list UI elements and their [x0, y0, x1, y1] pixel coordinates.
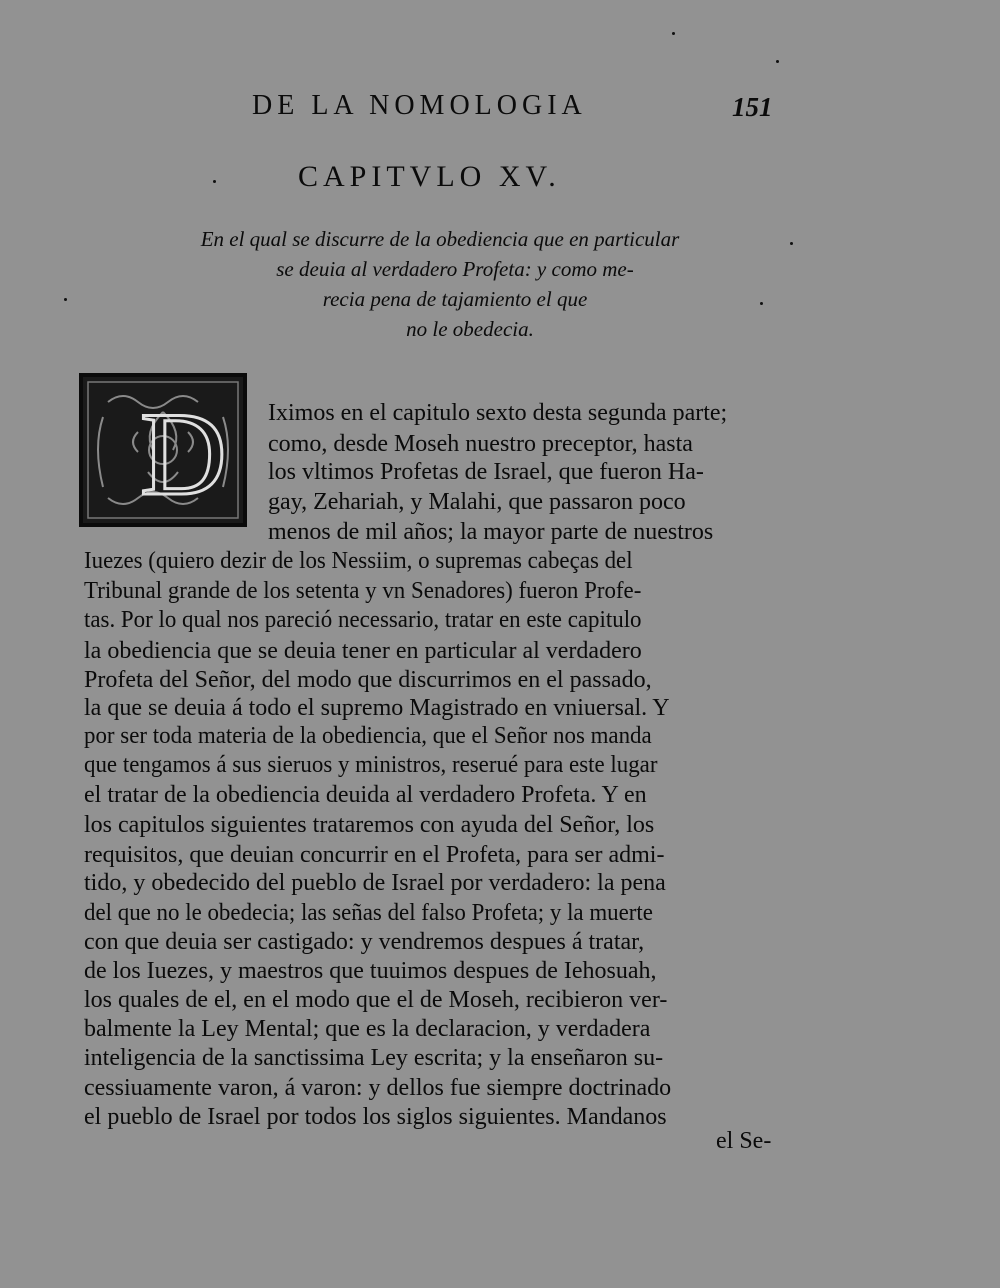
running-head: DE LA NOMOLOGIA: [252, 90, 587, 121]
body-line: el tratar de la obediencia deuida al verdadero Profeta. Y en: [84, 782, 647, 808]
summary-line: se deuia al verdadero Profeta: y como me-: [276, 257, 634, 281]
body-line: los vltimos Profetas de Israel, que fueron Ha-: [268, 459, 704, 485]
body-line: del que no le obedecia; las señas del falso Profeta; y la muerte: [84, 900, 653, 926]
body-line: la obediencia que se deuia tener en particular al verdadero: [84, 638, 642, 664]
ink-speck: [672, 32, 675, 35]
ink-speck: [213, 180, 216, 183]
summary-line: recia pena de tajamiento el que: [322, 287, 588, 311]
body-line: por ser toda materia de la obediencia, que el Señor nos manda: [84, 723, 652, 749]
drop-cap-letter: D: [140, 387, 227, 520]
body-line: la que se deuia á todo el supremo Magistrado en vniuersal. Y: [84, 695, 670, 721]
body-line: cessiuamente varon, á varon: y dellos fue siempre doctrinado: [84, 1075, 672, 1101]
ink-speck: [790, 242, 793, 245]
body-line: con que deuia ser castigado: y vendremos despues á tratar,: [84, 929, 645, 955]
body-line: Iuezes (quiero dezir de los Nessiim, o supremas cabeças del: [84, 548, 633, 574]
body-line: Profeta del Señor, del modo que discurrimos en el passado,: [84, 667, 652, 693]
summary-line: En el qual se discurre de la obediencia que en particular: [200, 227, 680, 251]
chapter-title: CAPITVLO XV.: [298, 160, 561, 193]
body-line: los quales de el, en el modo que el de Moseh, recibieron ver-: [84, 987, 668, 1013]
body-line: Iximos en el capitulo sexto desta segunda parte;: [268, 400, 728, 426]
body-line: como, desde Moseh nuestro preceptor, hasta: [268, 431, 693, 457]
page-number: 151: [732, 92, 773, 122]
body-line: tido, y obedecido del pueblo de Israel por verdadero: la pena: [84, 870, 666, 896]
body-line: los capitulos siguientes trataremos con ayuda del Señor, los: [84, 812, 655, 838]
catchword: el Se-: [716, 1128, 772, 1154]
chapter-summary: [140, 224, 740, 344]
drop-cap-ornament: [78, 372, 248, 528]
body-line: el pueblo de Israel por todos los siglos siguientes. Mandanos: [84, 1104, 667, 1130]
body-line: balmente la Ley Mental; que es la declaracion, y verdadera: [84, 1016, 651, 1042]
body-line: que tengamos á sus sieruos y ministros, reserué para este lugar: [84, 752, 658, 778]
body-line: gay, Zehariah, y Malahi, que passaron poco: [268, 489, 686, 515]
body-line: inteligencia de la sanctissima Ley escrita; y la enseñaron su-: [84, 1045, 664, 1071]
body-line: requisitos, que deuian concurrir en el Profeta, para ser admi-: [84, 842, 665, 868]
body-line: menos de mil años; la mayor parte de nuestros: [268, 519, 714, 545]
ink-speck: [760, 302, 763, 305]
summary-line: no le obedecia.: [406, 317, 534, 341]
ink-speck: [776, 60, 779, 63]
body-line: tas. Por lo qual nos pareció necessario, tratar en este capitulo: [84, 607, 642, 633]
ink-speck: [64, 298, 67, 301]
body-line: de los Iuezes, y maestros que tuuimos despues de Iehosuah,: [84, 958, 657, 984]
body-line: Tribunal grande de los setenta y vn Senadores) fueron Profe-: [84, 578, 642, 604]
